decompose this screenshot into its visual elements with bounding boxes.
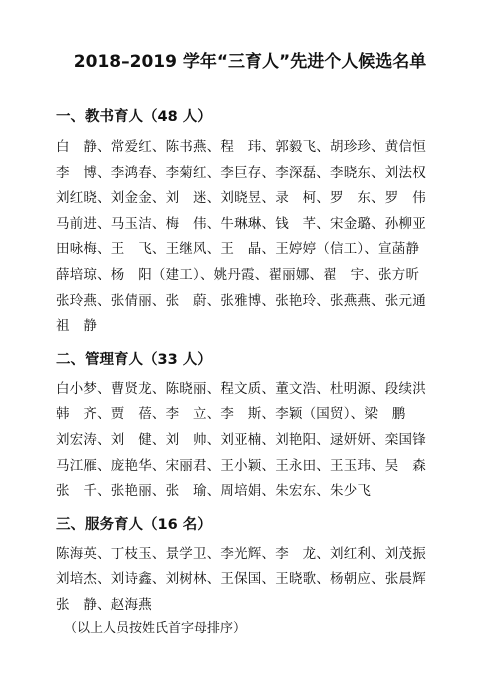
name-line: 刘培杰、刘诗鑫、刘树林、王保国、王晓歌、杨朝应、张晨辉 (56, 571, 426, 588)
name-line: 陈海英、丁枝玉、景学卫、李光辉、李 龙、刘红利、刘茂振 (56, 545, 426, 562)
name-line: 薛培琼、杨 阳（建工）、姚丹霞、翟丽娜、翟 宇、张方昕 (56, 266, 420, 283)
name-line: 祖 静 (56, 318, 98, 335)
name-line: 白小梦、曹贤龙、陈晓丽、程文质、董文浩、杜明源、段续洪 (56, 380, 426, 397)
section-heading-teaching: 一、教书育人（48 人） (56, 109, 212, 125)
name-line: 刘红晓、刘金金、刘 迷、刘晓昱、录 柯、罗 东、罗 伟 (56, 190, 426, 207)
name-line: 韩 齐、贾 蓓、李 立、李 斯、李颖（国贸）、梁 鹏 (56, 406, 406, 423)
name-line: 张 千、张艳丽、张 瑜、周培娟、朱宏东、朱少飞 (56, 483, 372, 500)
name-line: 刘宏涛、刘 健、刘 帅、刘亚楠、刘艳阳、逯妍妍、栾国锋 (56, 431, 426, 448)
name-line: 马江雁、庞艳华、宋丽君、王小颖、王永田、王玉玮、吴 森 (56, 457, 426, 474)
name-line: 田咏梅、王 飞、王继风、王 晶、王婷婷（信工）、宣菡静 (56, 241, 420, 258)
document-title: 2018–2019 学年“三育人”先进个人候选名单 (73, 52, 427, 72)
name-line: 马前进、马玉洁、梅 伟、牛琳琳、钱 芊、宋金璐、孙柳亚 (56, 215, 426, 232)
section-service (56, 515, 470, 619)
sorting-note: （以上人员按姓氏首字母排序） (64, 620, 247, 636)
section-heading-service: 三、服务育人（16 名） (56, 516, 212, 533)
name-line: 张玲燕、张倩丽、张 蔚、张雅博、张艳玲、张燕燕、张元通 (56, 292, 426, 309)
section-teaching (56, 107, 470, 340)
name-line: 张 静、赵海燕 (56, 596, 152, 613)
name-line: 白 静、常爱红、陈书燕、程 玮、郭毅飞、胡珍珍、黄信恒 (56, 139, 426, 155)
name-line: 李 博、李鸿春、李菊红、李巨存、李深磊、李晓东、刘法权 (56, 164, 426, 181)
section-heading-management: 二、管理育人（33 人） (56, 351, 212, 368)
section-management (56, 350, 470, 505)
